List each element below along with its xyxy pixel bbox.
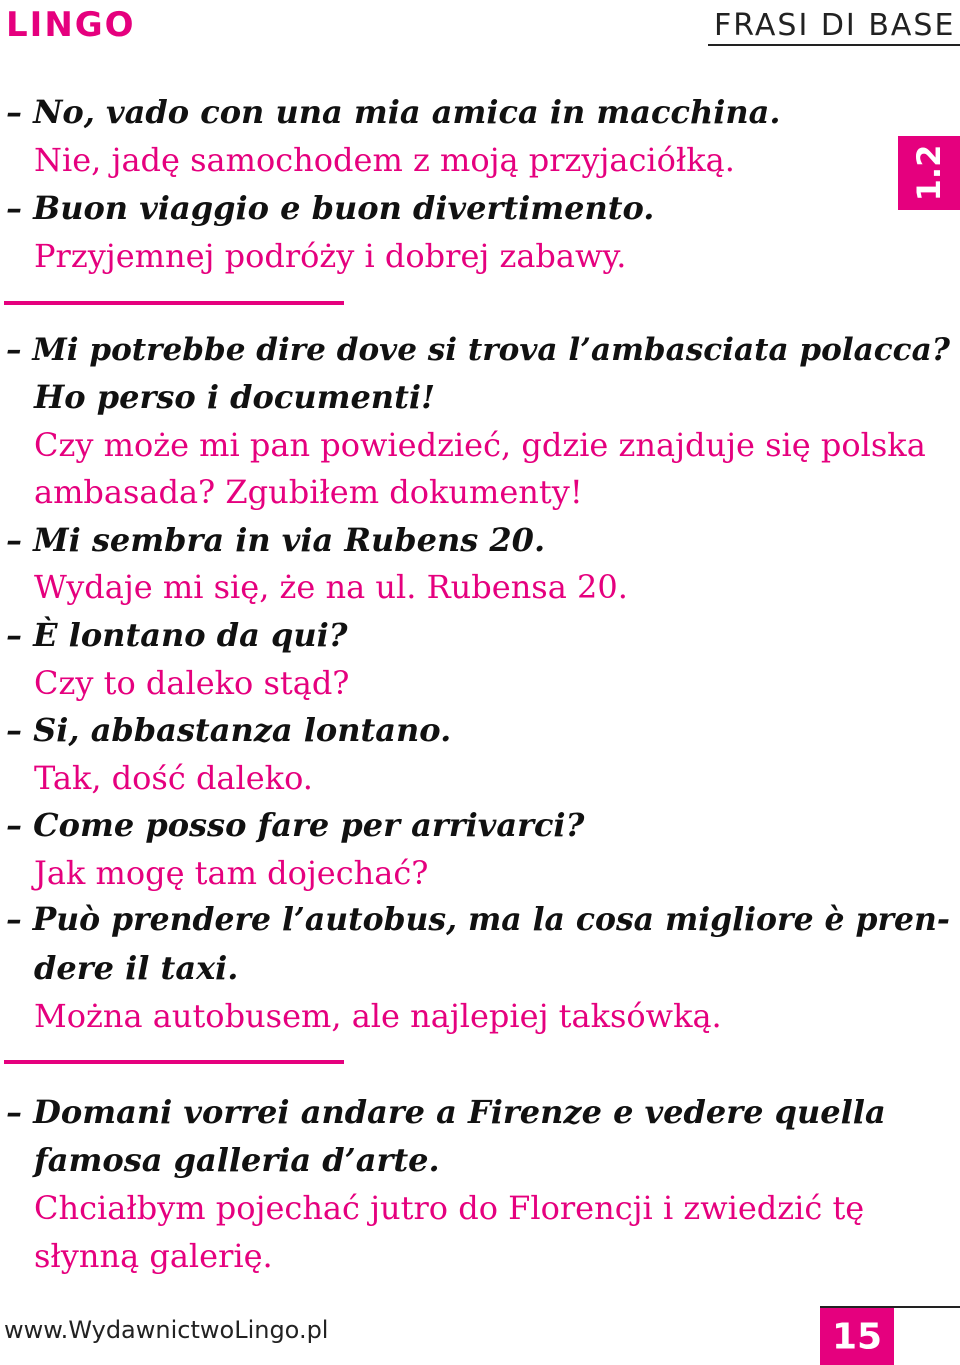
- italian-line: – Mi sembra in via Rubens 20.: [6, 521, 546, 559]
- publisher-url: www.WydawnictwoLingo.pl: [4, 1316, 329, 1344]
- italian-line: – Può prendere l’autobus, ma la cosa migliore è pren-: [6, 901, 950, 938]
- polish-line: ambasada? Zgubiłem dokumenty!: [34, 473, 583, 511]
- italian-line: – Buon viaggio e buon divertimento.: [6, 189, 655, 227]
- italian-line: famosa galleria d’arte.: [34, 1141, 440, 1179]
- section-title: FRASI DI BASE: [714, 8, 956, 43]
- polish-line: Czy to daleko stąd?: [34, 664, 350, 702]
- italian-line: – Si, abbastanza lontano.: [6, 711, 452, 749]
- section-divider: [4, 1060, 344, 1064]
- polish-line: słynną galerię.: [34, 1237, 273, 1275]
- polish-line: Wydaje mi się, że na ul. Rubensa 20.: [34, 568, 628, 606]
- italian-line: – Mi potrebbe dire dove si trova l’ambasciata polacca?: [6, 332, 950, 368]
- italian-line: Ho perso i documenti!: [34, 378, 436, 416]
- section-divider: [4, 301, 344, 305]
- polish-line: Można autobusem, ale najlepiej taksówką.: [34, 997, 722, 1035]
- italian-line: – Domani vorrei andare a Firenze e vedere quella: [6, 1093, 886, 1131]
- polish-line: Przyjemnej podróży i dobrej zabawy.: [34, 237, 627, 275]
- publisher-logo: LINGO: [6, 5, 136, 45]
- italian-line: – È lontano da qui?: [6, 616, 348, 654]
- polish-line: Jak mogę tam dojechać?: [34, 854, 429, 892]
- italian-line: – No, vado con una mia amica in macchina.: [6, 93, 781, 131]
- italian-line: – Come posso fare per arrivarci?: [6, 806, 585, 844]
- page-number-box: [820, 1308, 894, 1365]
- polish-line: Chciałbym pojechać jutro do Florencji i zwiedzić tę: [34, 1189, 865, 1227]
- polish-line: Tak, dość daleko.: [34, 759, 313, 797]
- page-number: 15: [831, 1316, 883, 1357]
- chapter-tab: [898, 136, 960, 210]
- chapter-number: 1.2: [910, 144, 948, 202]
- polish-line: Czy może mi pan powiedzieć, gdzie znajduje się polska: [34, 426, 926, 464]
- header-rule: [708, 44, 960, 46]
- polish-line: Nie, jadę samochodem z moją przyjaciółką.: [34, 141, 735, 179]
- italian-line: dere il taxi.: [34, 949, 239, 987]
